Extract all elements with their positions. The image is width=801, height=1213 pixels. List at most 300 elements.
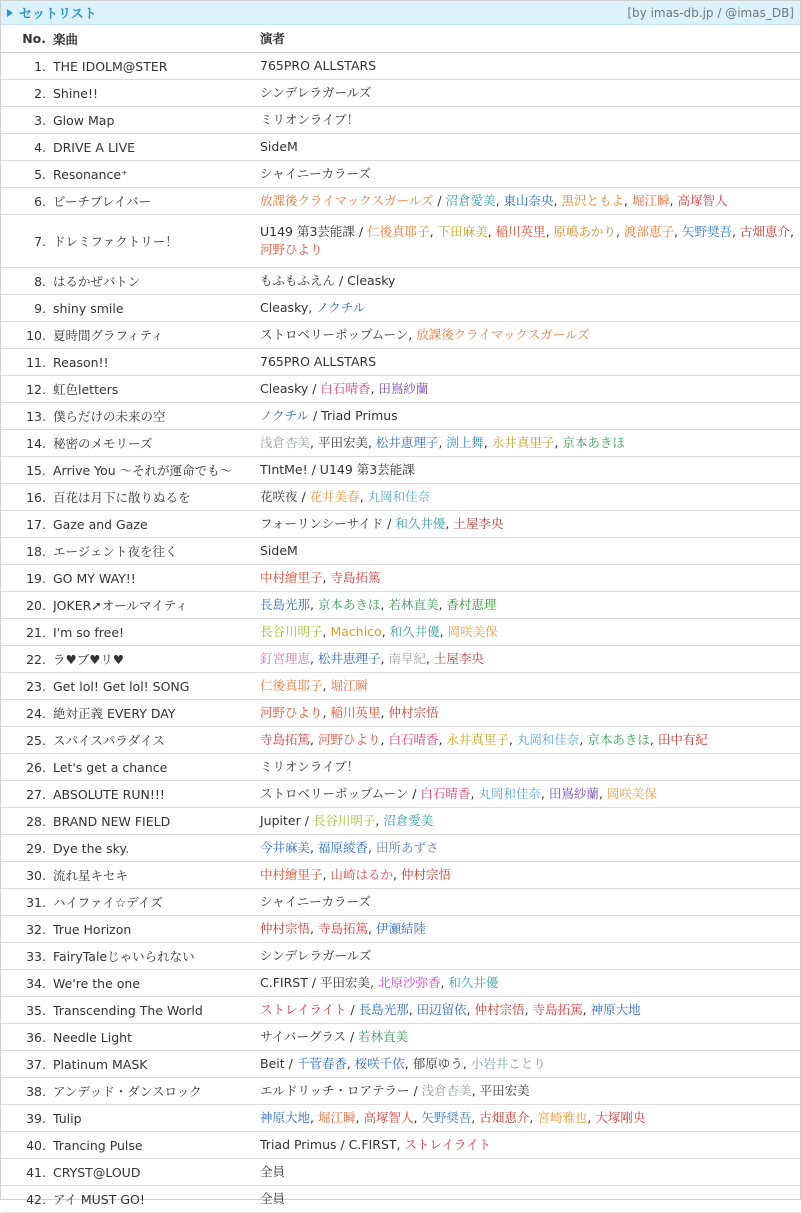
table-row [1,53,800,80]
song-title: アンデッド・ダンスロック [53,1078,253,1105]
performer-text: , [310,1110,318,1125]
song-title: ドレミファクトリー！ [53,215,253,268]
song-title: Gaze and Gaze [53,511,253,538]
performer-text: , [674,224,682,239]
performer-text: , [310,921,318,936]
table-row [1,484,800,511]
table-row [1,1051,800,1078]
performer-text: , [322,624,331,639]
performer-text: Cleasky / [260,381,321,396]
table-row [1,1078,800,1105]
row-number: 1. [1,53,53,80]
table-row [1,673,800,700]
performer-text: 全員 [260,1191,286,1206]
row-number: 21. [1,619,53,646]
expand-triangle-icon[interactable] [7,9,13,17]
table-row [1,619,800,646]
song-title: BRAND NEW FIELD [53,808,253,835]
performer-link[interactable]: 和久井優 [389,624,440,639]
performer-link[interactable]: 仲村宗悟 [388,705,439,720]
song-title: はるかぜバトン [53,268,253,295]
performer-link[interactable]: 仲村宗悟 [260,921,311,936]
row-number: 41. [1,1159,53,1186]
row-number: 10. [1,322,53,349]
performer-text: , [380,732,389,747]
performer-text: 765PRO ALLSTARS [260,58,377,73]
performer-cell [253,700,800,727]
performer-link[interactable]: 松井恵理子 [375,435,439,450]
performer-text: , 平田宏美, [310,435,376,450]
performer-link[interactable]: 田中有紀 [657,732,708,747]
performer-link[interactable]: 仲村宗悟 [400,867,451,882]
row-number: 29. [1,835,53,862]
performer-link[interactable]: 中村繪里子 [260,867,323,882]
performer-text: , [355,1110,364,1125]
performer-text: , [380,651,389,666]
song-title: ビーチブレイバー [53,188,253,215]
performer-link[interactable]: 沼倉愛美 [445,193,496,208]
performer-text: SideM [260,139,298,154]
row-number: 15. [1,457,53,484]
performer-link[interactable]: 花井美春 [309,489,360,504]
table-row [1,295,800,322]
row-number: 22. [1,646,53,673]
performer-text: , 郁原ゆう, [404,1056,471,1071]
performer-text: シャイニーカラーズ [260,894,371,909]
song-title: ハイファイ☆デイズ [53,889,253,916]
song-title: Glow Map [53,107,253,134]
performer-cell [253,619,800,646]
performer-link[interactable]: 神原大地 [590,1002,641,1017]
performer-link[interactable]: 白石晴香 [420,786,471,801]
table-row [1,700,800,727]
performer-link[interactable]: 宮崎雅也 [537,1110,588,1125]
performer-link[interactable]: Machico [330,624,382,639]
performer-link[interactable]: 大塚剛央 [595,1110,646,1125]
performer-link[interactable]: 原嶋あかり [553,224,617,239]
song-title: Needle Light [53,1024,253,1051]
performer-cell [253,943,800,970]
row-number: 11. [1,349,53,376]
performer-text: , [495,193,504,208]
performer-text: , [367,840,376,855]
performer-link[interactable]: 若林直美 [388,597,439,612]
performer-link[interactable]: 田所あずさ [375,840,439,855]
performer-text: , [375,813,384,828]
table-row [1,107,800,134]
song-title: 流れ星キセキ [53,862,253,889]
performer-link[interactable]: 土屋李央 [453,516,504,531]
table-row [1,134,800,161]
performer-cell [253,646,800,673]
performer-text: もふもふえん / Cleasky [260,273,396,288]
performer-text: , [370,381,379,396]
performer-link[interactable]: ストレイライト [404,1137,491,1152]
performer-link[interactable]: 河野ひより [260,705,323,720]
table-row [1,268,800,295]
table-row [1,188,800,215]
performer-text: / [433,193,446,208]
song-title: Platinum MASK [53,1051,253,1078]
performer-link[interactable]: 寺島拓篤 [532,1002,583,1017]
performer-link[interactable]: 仁後真耶子 [367,224,430,239]
performer-text: , [579,732,588,747]
row-number: 33. [1,943,53,970]
performer-text: , [310,651,318,666]
performer-link[interactable]: 土屋李央 [433,651,484,666]
row-number: 28. [1,808,53,835]
performer-text: , [380,597,389,612]
performer-link[interactable]: 高塚智人 [677,193,728,208]
performer-text: , [308,300,317,315]
performer-text: , [445,516,454,531]
column-no: No. [1,25,53,53]
performer-link[interactable]: ノクチル [316,300,366,315]
performer-link[interactable]: 香村恵理 [446,597,497,612]
performer-link[interactable]: 岡咲美保 [606,786,657,801]
performer-text: , [429,224,438,239]
table-row [1,997,800,1024]
row-number: 39. [1,1105,53,1132]
performer-text: , [524,1002,533,1017]
performer-link[interactable]: 黒沢ともよ [561,193,625,208]
performer-link[interactable]: 矢野奨吾 [421,1110,472,1125]
performer-link[interactable]: 高塚智人 [363,1110,414,1125]
performer-text: , [649,732,658,747]
performer-cell [253,835,800,862]
performer-link[interactable]: 寺島拓篤 [260,732,311,747]
performer-link[interactable]: 和久井優 [448,975,499,990]
performer-link[interactable]: 田嶌紗蘭 [378,381,429,396]
row-number: 5. [1,161,53,188]
performer-link[interactable]: 長島光那 [260,597,311,612]
performer-cell [253,457,800,484]
table-row [1,970,800,997]
performer-link[interactable]: ノクチル [260,408,310,423]
row-number: 12. [1,376,53,403]
song-title: スパイスパラダイス [53,727,253,754]
performer-text: , [367,921,376,936]
performer-text: , [380,705,389,720]
performer-link[interactable]: 矢野奨吾 [681,224,732,239]
table-row [1,376,800,403]
performer-cell [253,1051,800,1078]
row-number: 24. [1,700,53,727]
performer-link[interactable]: 神原大地 [260,1110,311,1125]
performer-link[interactable]: 放課後クライマックスガールズ [260,193,434,208]
performer-link[interactable]: 古畑恵介 [739,224,790,239]
performer-text: , [392,867,401,882]
performer-link[interactable]: 渕上舞 [446,435,484,450]
song-title: Dye the sky. [53,835,253,862]
performer-text: サイバーグラス / [260,1029,359,1044]
performer-link[interactable]: 放課後クライマックスガールズ [416,327,590,342]
performer-cell [253,268,800,295]
performer-link[interactable]: 古畑恵介 [479,1110,530,1125]
performer-link[interactable]: 仲村宗悟 [474,1002,525,1017]
performer-text: , [553,193,562,208]
row-number: 18. [1,538,53,565]
performer-link[interactable]: 北原沙弥香 [377,975,441,990]
performer-cell [253,1186,800,1213]
performer-cell [253,511,800,538]
row-number: 17. [1,511,53,538]
performer-text: , [471,1110,480,1125]
performer-text: , [438,597,447,612]
performer-text: , [616,224,624,239]
performer-cell [253,916,800,943]
row-number: 38. [1,1078,53,1105]
performer-cell [253,134,800,161]
song-title: 僕らだけの未来の空 [53,403,253,430]
table-row [1,781,800,808]
performer-cell [253,53,800,80]
performer-cell [253,484,800,511]
performer-link[interactable]: 堀江瞬 [631,193,670,208]
song-title: Reason!! [53,349,253,376]
performer-link[interactable]: 松井恵理子 [317,651,381,666]
performer-link[interactable]: 若林直美 [358,1029,409,1044]
performer-cell [253,781,800,808]
performer-link[interactable]: 小岩井ことり [470,1056,546,1071]
performer-link[interactable]: 丸岡和佳奈 [516,732,580,747]
performer-link[interactable]: 白石晴香 [388,732,439,747]
performer-link[interactable]: 桜咲千依 [354,1056,405,1071]
performer-link[interactable]: 南早紀 [388,651,426,666]
performer-text: , [466,1002,475,1017]
credit-text: [by imas-db.jp / @imas_DB] [627,5,794,20]
performer-text: Jupiter / [260,813,313,828]
table-row [1,1024,800,1051]
row-number: 34. [1,970,53,997]
performer-link[interactable]: 河野ひより [260,242,323,257]
song-title: 虹色letters [53,376,253,403]
table-row [1,862,800,889]
song-title: JOKER➚オールマイティ [53,592,253,619]
performer-text: TIntMe! / U149 第3芸能課 [260,462,415,477]
table-row [1,916,800,943]
performer-link[interactable]: 稲川英里 [330,705,381,720]
row-number: 20. [1,592,53,619]
performer-link[interactable]: 釘宮理恵 [260,651,311,666]
performer-link[interactable]: 今井麻美 [260,840,311,855]
row-number: 27. [1,781,53,808]
performer-text: , [440,975,449,990]
performer-text: ミリオンライブ！ [260,112,360,127]
performer-text: フォーリンシーサイド / [260,516,396,531]
performer-text: , [310,840,318,855]
performer-text: , [346,1056,355,1071]
performer-text: , [624,193,632,208]
performer-link[interactable]: 田辺留依 [416,1002,467,1017]
performer-cell [253,1132,800,1159]
performer-link[interactable]: 田嶌紗蘭 [548,786,599,801]
performer-cell [253,188,800,215]
performer-text: , [408,327,417,342]
performer-link[interactable]: 京本あきほ [587,732,650,747]
performer-cell [253,430,800,457]
performer-cell [253,403,800,430]
performer-cell [253,376,800,403]
performer-cell [253,1078,800,1105]
performer-cell [253,1159,800,1186]
setlist-header [1,1,800,25]
column-performer: 演者 [253,25,800,53]
performer-text: エルドリッチ・ロアテラー / [260,1083,422,1098]
row-number: 6. [1,188,53,215]
performer-cell [253,295,800,322]
performer-link[interactable]: 河野ひより [317,732,381,747]
performer-text: Cleasky [260,300,309,315]
performer-link[interactable]: 下田麻美 [437,224,488,239]
table-row [1,1105,800,1132]
performer-text: , [322,678,331,693]
setlist-title-text[interactable]: セットリスト [19,7,97,22]
performer-text: , [582,1002,591,1017]
song-title: GO MY WAY!! [53,565,253,592]
table-row [1,511,800,538]
column-song: 楽曲 [53,25,253,53]
song-title: Get lol! Get lol! SONG [53,673,253,700]
song-title: Let's get a chance [53,754,253,781]
performer-link[interactable]: 千菅春香 [296,1056,347,1071]
performer-text: , [425,651,434,666]
performer-text: , [545,224,554,239]
row-number: 14. [1,430,53,457]
performer-link[interactable]: 仁後真耶子 [260,678,323,693]
performer-link[interactable]: 伊瀬結陸 [375,921,426,936]
performer-cell [253,107,800,134]
performer-cell [253,727,800,754]
table-row [1,754,800,781]
performer-link[interactable]: ストレイライト [260,1002,347,1017]
setlist-title[interactable] [7,3,97,22]
performer-text: , [508,732,517,747]
song-title: Tulip [53,1105,253,1132]
performer-text: , [322,705,331,720]
performer-cell [253,970,800,997]
performer-text: , [438,435,447,450]
table-row [1,889,800,916]
performer-link[interactable]: 永井真里子 [491,435,555,450]
song-title: I'm so free! [53,619,253,646]
performer-text: ストロベリーポップムーン / [260,786,421,801]
song-title: 百花は月下に散りぬるを [53,484,253,511]
performer-text: SideM [260,543,298,558]
row-number: 4. [1,134,53,161]
performer-link[interactable]: 岡咲美保 [447,624,498,639]
performer-text: , [789,224,794,239]
performer-link[interactable]: 稲川英里 [495,224,546,239]
performer-cell [253,538,800,565]
performer-text: シンデレラガールズ [260,85,372,100]
performer-link[interactable]: 和久井優 [395,516,446,531]
song-title: ABSOLUTE RUN!!! [53,781,253,808]
performer-text: , [540,786,549,801]
performer-link[interactable]: 中村繪里子 [260,570,323,585]
table-row [1,80,800,107]
performer-text: , [359,489,368,504]
performer-link[interactable]: 京本あきほ [317,597,381,612]
table-row [1,808,800,835]
performer-text: , [483,435,492,450]
performer-link[interactable]: 長島光那 [358,1002,409,1017]
performer-link[interactable]: 寺島拓篤 [317,921,368,936]
performer-link[interactable]: 渡部恵子 [623,224,674,239]
row-number: 30. [1,862,53,889]
performer-link[interactable]: 浅倉杏美 [421,1083,472,1098]
table-row [1,592,800,619]
song-title: 夏時間グラフィティ [53,322,253,349]
performer-text: , [438,732,447,747]
row-number: 3. [1,107,53,134]
performer-text: シャイニーカラーズ [260,166,371,181]
performer-cell [253,592,800,619]
performer-link[interactable]: 白石晴香 [320,381,371,396]
table-row [1,646,800,673]
performer-text: 花咲夜 / [260,489,310,504]
performer-text: / [346,1002,359,1017]
performer-link[interactable]: 堀江瞬 [330,678,368,693]
song-title: Arrive You 〜それが運命でも〜 [53,457,253,484]
song-title: FairyTaleじゃいられない [53,943,253,970]
performer-text: シンデレラガールズ [260,948,372,963]
performer-text: , [529,1110,538,1125]
performer-text: / [354,224,368,239]
setlist-rows [1,53,800,1213]
row-number: 7. [1,215,53,268]
song-title: 絶対正義 EVERY DAY [53,700,253,727]
song-title: 秘密のメモリーズ [53,430,253,457]
row-number: 37. [1,1051,53,1078]
performer-text: Beit / [260,1056,297,1071]
performer-text: / Triad Primus [309,408,398,423]
performer-cell [253,754,800,781]
performer-link[interactable]: 永井真里子 [446,732,509,747]
row-number: 32. [1,916,53,943]
performer-text: , [322,570,331,585]
performer-link[interactable]: 長谷川明子 [312,813,376,828]
performer-link[interactable]: 丸岡和佳奈 [367,489,431,504]
song-title: DRIVE A LIVE [53,134,253,161]
performer-link[interactable]: 堀江瞬 [317,1110,356,1125]
performer-text: ストロベリーポップムーン [260,327,409,342]
performer-link[interactable]: 東山奈央 [503,193,554,208]
performer-link[interactable]: 浅倉杏美 [260,435,311,450]
song-title: Resonance⁺ [53,161,253,188]
performer-link[interactable]: 京本あきほ [562,435,625,450]
performer-link[interactable]: 長谷川明子 [260,624,323,639]
performer-text: 765PRO ALLSTARS [260,354,377,369]
performer-text: Triad Primus / C.FIRST, [260,1137,405,1152]
row-number: 25. [1,727,53,754]
performer-text: , [439,624,448,639]
row-number: 2. [1,80,53,107]
performer-link[interactable]: 沼倉愛美 [383,813,434,828]
performer-text: 全員 [260,1164,286,1179]
performer-link[interactable]: 丸岡和佳奈 [478,786,541,801]
performer-link[interactable]: 寺島拓篤 [330,570,381,585]
performer-text: , [598,786,607,801]
song-title: We're the one [53,970,253,997]
performer-text: , [408,1002,417,1017]
table-row [1,215,800,268]
performer-link[interactable]: 福原綾香 [317,840,368,855]
performer-link[interactable]: 山崎はるか [330,867,393,882]
song-title: ラ♥ブ♥リ♥ [53,646,253,673]
performer-cell [253,349,800,376]
table-row [1,1132,800,1159]
